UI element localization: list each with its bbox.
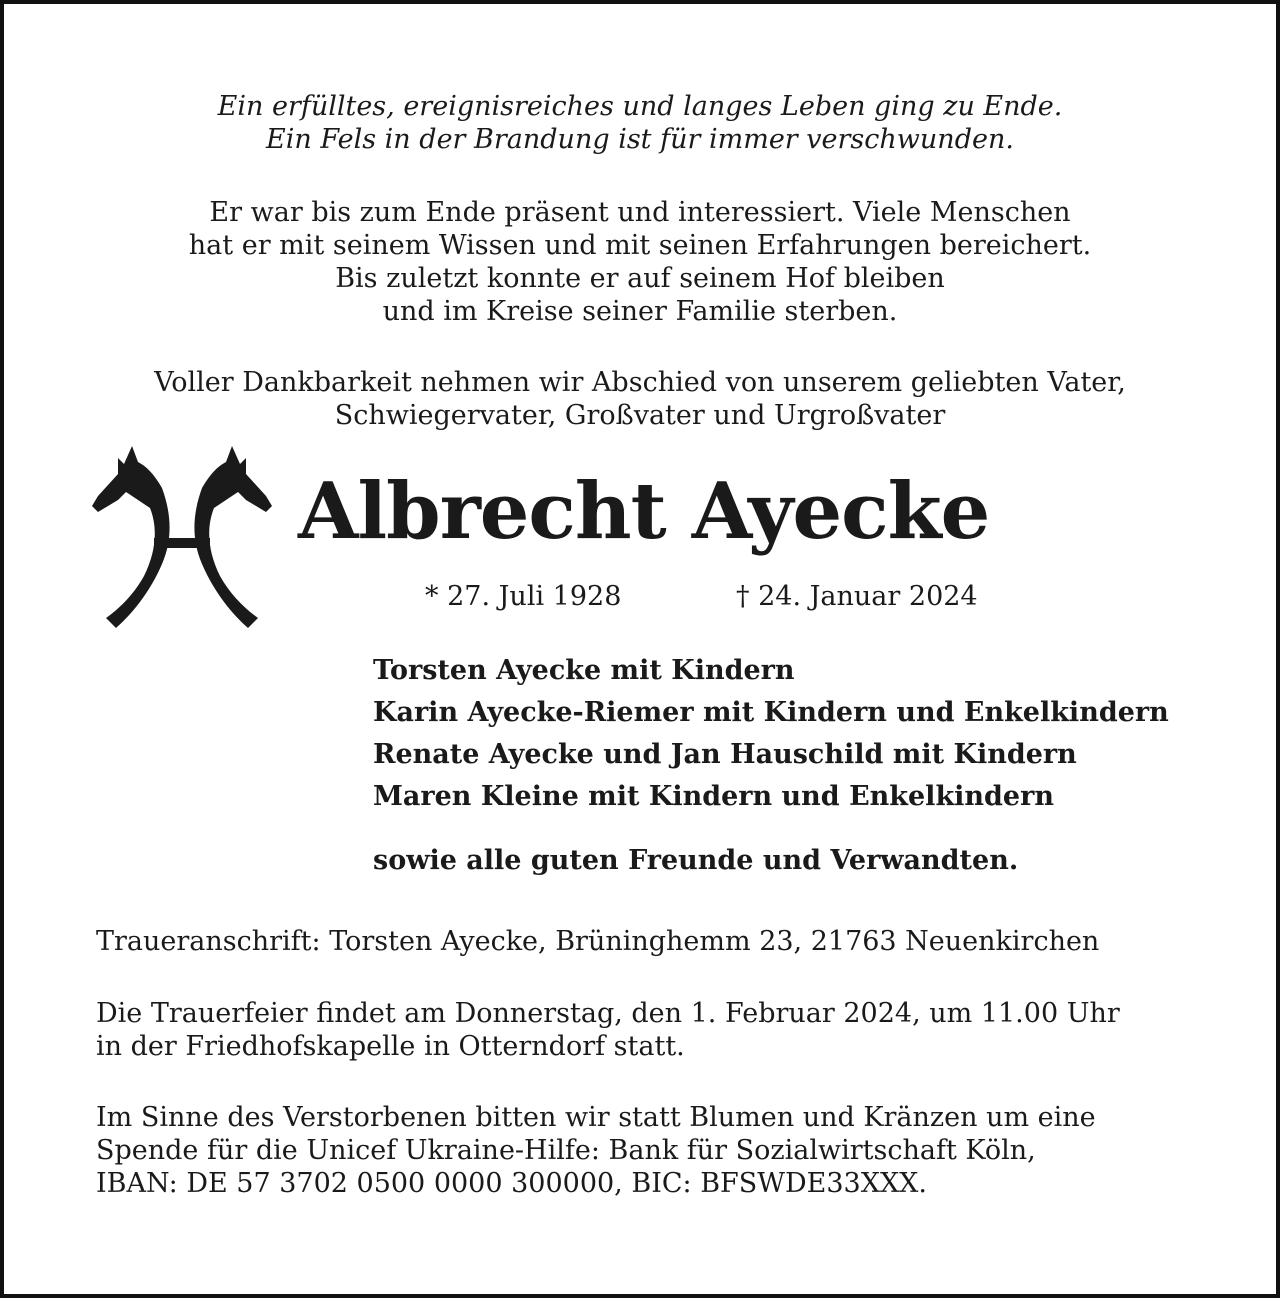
death-date: † 24. Januar 2024: [736, 581, 978, 612]
mourner-entry: Karin Ayecke-Riemer mit Kindern und Enkelkindern: [373, 697, 1169, 728]
intro-line: Ein Fels in der Brandung ist für immer verschwunden.: [266, 124, 1014, 155]
tribute-paragraph: [0, 196, 1280, 328]
deceased-name: Albrecht Ayecke: [298, 466, 990, 557]
tribute-line: Bis zuletzt konnte er auf seinem Hof bleiben: [335, 263, 945, 294]
mourner-entry: Torsten Ayecke mit Kindern: [373, 655, 795, 686]
farewell-line: Voller Dankbarkeit nehmen wir Abschied von unserem geliebten Vater,: [154, 367, 1126, 398]
mourning-address: Traueranschrift: Torsten Ayecke, Brüninghemm 23, 21763 Neuenkirchen: [96, 926, 1100, 957]
funeral-service-info: [96, 997, 1206, 1063]
donation-line: Im Sinne des Verstorbenen bitten wir statt Blumen und Kränzen um eine: [96, 1102, 1096, 1133]
crossed-horse-heads-gable-icon: [92, 442, 272, 632]
farewell-paragraph: [0, 366, 1280, 432]
donation-line: Spende für die Unicef Ukraine-Hilfe: Bank für Sozialwirtschaft Köln,: [96, 1135, 1036, 1166]
tribute-line: Er war bis zum Ende präsent und interessiert. Viele Menschen: [209, 197, 1071, 228]
mourner-entry: Renate Ayecke und Jan Hauschild mit Kindern: [373, 739, 1077, 770]
closing-line: sowie alle guten Freunde und Verwandten.: [373, 845, 1019, 876]
donation-line: IBAN: DE 57 3702 0500 0000 300000, BIC: BFSWDE33XXX.: [96, 1168, 927, 1199]
farewell-line: Schwiegervater, Großvater und Urgroßvater: [334, 400, 946, 431]
service-line: in der Friedhofskapelle in Otterndorf statt.: [96, 1031, 685, 1062]
mourners-list: [373, 650, 1169, 818]
donation-request: [96, 1101, 1206, 1200]
intro-verse: [0, 90, 1280, 156]
birth-date: * 27. Juli 1928: [425, 581, 622, 612]
service-line: Die Trauerfeier findet am Donnerstag, den 1. Februar 2024, um 11.00 Uhr: [96, 998, 1120, 1029]
tribute-line: hat er mit seinem Wissen und mit seinen Erfahrungen bereichert.: [188, 230, 1092, 261]
tribute-line: und im Kreise seiner Familie sterben.: [382, 296, 898, 327]
intro-line: Ein erfülltes, ereignisreiches und langes Leben ging zu Ende.: [217, 91, 1063, 122]
mourner-entry: Maren Kleine mit Kindern und Enkelkindern: [373, 781, 1054, 812]
